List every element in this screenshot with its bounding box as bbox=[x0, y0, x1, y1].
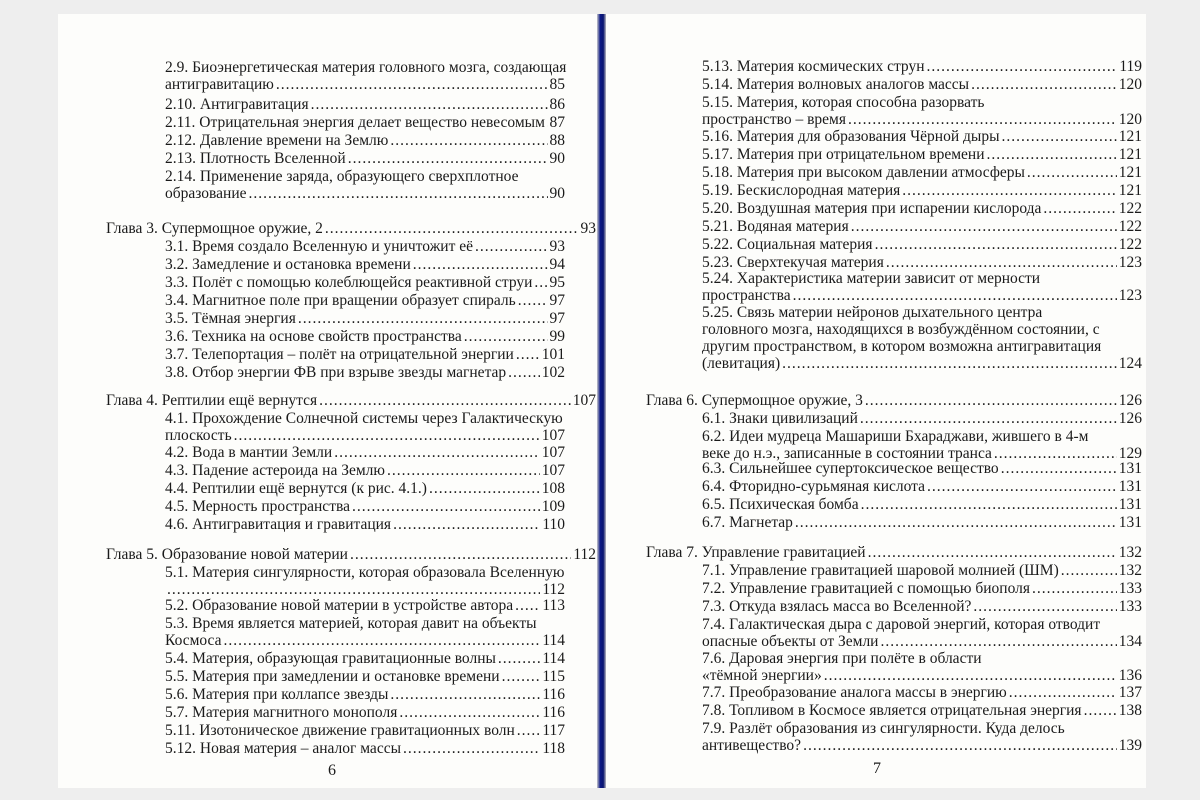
page-number-left: 6 bbox=[328, 762, 336, 779]
dot-leader bbox=[547, 114, 548, 131]
toc-entry bbox=[165, 150, 565, 167]
toc-page-number: 107 bbox=[541, 462, 565, 479]
dot-leader bbox=[475, 238, 548, 255]
dot-leader bbox=[403, 740, 540, 757]
toc-entry-title: 2.12. Давление времени на Землю bbox=[165, 132, 389, 149]
toc-entry bbox=[702, 200, 1142, 217]
dot-leader bbox=[880, 633, 1116, 650]
toc-entry bbox=[702, 478, 1142, 495]
toc-page-number: 93 bbox=[549, 238, 565, 255]
toc-entry bbox=[165, 96, 565, 113]
toc-entry bbox=[165, 722, 565, 739]
toc-page-number: 119 bbox=[1119, 58, 1142, 75]
toc-entry-title: (левитация) bbox=[702, 355, 781, 372]
toc-entry bbox=[165, 59, 565, 93]
toc-entry-title: 5.24. Характеристика материи зависит от мерности bbox=[702, 270, 1041, 287]
toc-page-number: 97 bbox=[549, 292, 565, 309]
toc-entry-title: 5.25. Связь материи нейронов дыхательного центра bbox=[702, 304, 1043, 321]
toc-page-number: 121 bbox=[1118, 164, 1142, 181]
dot-leader bbox=[393, 516, 540, 533]
dot-leader bbox=[334, 444, 540, 461]
toc-entry-title: 5.2. Образование новой материи в устройстве автора bbox=[165, 597, 514, 614]
toc-page-number: 90 bbox=[549, 185, 565, 202]
dot-leader bbox=[1084, 702, 1117, 719]
dot-leader bbox=[875, 236, 1117, 253]
toc-page-number: 95 bbox=[549, 274, 565, 291]
toc-page-number: 112 bbox=[542, 581, 565, 598]
toc-entry bbox=[702, 94, 1142, 128]
toc-entry-title: 7.9. Разлёт образования из сингулярности. Куда делось bbox=[702, 720, 1065, 737]
dot-leader bbox=[868, 544, 1117, 561]
dot-leader bbox=[534, 274, 547, 291]
toc-entry-title: образование bbox=[165, 185, 247, 202]
toc-page-number: 107 bbox=[541, 427, 565, 444]
toc-entry-title: 5.13. Материя космических струн bbox=[702, 58, 925, 75]
toc-page-number: 131 bbox=[1118, 460, 1142, 477]
toc-entry bbox=[165, 274, 565, 291]
toc-page-number: 133 bbox=[1118, 580, 1142, 597]
toc-entry bbox=[702, 270, 1142, 304]
toc-page-number: 117 bbox=[542, 722, 565, 739]
toc-entry bbox=[702, 580, 1142, 597]
toc-entry bbox=[702, 164, 1142, 181]
dot-leader bbox=[927, 58, 1118, 75]
toc-entry-title: пространства bbox=[702, 287, 791, 304]
toc-entry bbox=[165, 462, 565, 479]
dot-leader bbox=[803, 737, 1117, 754]
toc-entry-title: Глава 4. Рептилии ещё вернутся bbox=[106, 392, 318, 409]
dot-leader bbox=[793, 287, 1117, 304]
dot-leader bbox=[902, 182, 1117, 199]
toc-entry bbox=[702, 684, 1142, 701]
toc-entry-title: 4.6. Антигравитация и гравитация bbox=[165, 516, 392, 533]
dot-leader bbox=[350, 546, 571, 563]
toc-page-number: 114 bbox=[542, 632, 565, 649]
toc-entry-title: 3.8. Отбор энергии ФВ при взрыве звезды магнетар bbox=[165, 364, 507, 381]
toc-entry bbox=[702, 182, 1142, 199]
toc-entry bbox=[702, 650, 1142, 684]
dot-leader bbox=[851, 218, 1117, 235]
toc-entry-title: 4.4. Рептилии ещё вернутся (к рис. 4.1.) bbox=[165, 480, 427, 497]
toc-entry-title: 2.11. Отрицательная энергия делает вещество невесомым bbox=[165, 114, 545, 131]
toc-entry bbox=[106, 546, 596, 563]
toc-entry-title: 7.4. Галактическая дыра с даровой энергий, которая отводит bbox=[702, 616, 1101, 633]
toc-page-number: 114 bbox=[542, 650, 565, 667]
toc-page-number: 90 bbox=[549, 150, 565, 167]
toc-entry-title: 6.3. Сильнейшее супертоксическое вещество bbox=[702, 460, 999, 477]
toc-page-number: 133 bbox=[1118, 598, 1142, 615]
toc-entry bbox=[702, 562, 1142, 579]
dot-leader bbox=[860, 410, 1117, 427]
left-page bbox=[58, 14, 598, 788]
toc-entry-title: 5.7. Материя магнитного монополя bbox=[165, 704, 398, 721]
toc-entry-title: 3.3. Полёт с помощью колеблющейся реактивной струи bbox=[165, 274, 533, 291]
toc-page-number: 93 bbox=[580, 220, 596, 237]
toc-page-number: 110 bbox=[542, 516, 565, 533]
toc-entry bbox=[165, 444, 565, 461]
dot-leader bbox=[319, 392, 571, 409]
toc-page-number: 137 bbox=[1118, 684, 1142, 701]
toc-entry bbox=[702, 146, 1142, 163]
toc-page-number: 107 bbox=[572, 392, 596, 409]
dot-leader bbox=[464, 328, 548, 345]
toc-entry-title: Космоса bbox=[165, 632, 222, 649]
toc-entry-title: плоскость bbox=[165, 427, 232, 444]
toc-entry-title: 7.8. Топливом в Космосе является отрицательная энергия bbox=[702, 702, 1082, 719]
toc-page-number: 131 bbox=[1118, 496, 1142, 513]
dot-leader bbox=[498, 650, 540, 667]
toc-entry-title: 5.23. Сверхтекучая материя bbox=[702, 254, 884, 271]
toc-entry bbox=[165, 615, 565, 649]
toc-entry bbox=[165, 310, 565, 327]
toc-page-number: 109 bbox=[541, 498, 565, 515]
dot-leader bbox=[311, 96, 548, 113]
toc-page-number: 115 bbox=[542, 668, 565, 685]
toc-entry-title: 7.2. Управление гравитацией с помощью биополя bbox=[702, 580, 1030, 597]
toc-entry bbox=[702, 128, 1142, 145]
toc-page-number: 122 bbox=[1118, 200, 1142, 217]
dot-leader bbox=[390, 686, 540, 703]
toc-entry bbox=[165, 516, 565, 533]
dot-leader bbox=[1061, 562, 1117, 579]
toc-entry-title: 7.3. Откуда взялась масса во Вселенной? bbox=[702, 598, 972, 615]
toc-entry-title: 7.6. Даровая энергия при полёте в области bbox=[702, 650, 982, 667]
toc-entry bbox=[702, 460, 1142, 477]
toc-page-number: 94 bbox=[549, 256, 565, 273]
toc-page-number: 107 bbox=[541, 444, 565, 461]
toc-entry-title: 2.13. Плотность Вселенной bbox=[165, 150, 346, 167]
dot-leader bbox=[1043, 200, 1116, 217]
dot-leader bbox=[1027, 164, 1117, 181]
toc-page-number: 123 bbox=[1118, 254, 1142, 271]
toc-entry-title: головного мозга, находящихся в возбуждённом состоянии, с bbox=[702, 321, 1100, 338]
toc-entry-title: 2.9. Биоэнергетическая материя головного мозга, создающая bbox=[165, 59, 567, 76]
dot-leader bbox=[249, 185, 548, 202]
dot-leader bbox=[234, 427, 540, 444]
dot-leader bbox=[276, 76, 548, 93]
toc-entry bbox=[165, 686, 565, 703]
dot-leader bbox=[782, 355, 1117, 372]
toc-entry-title: 5.17. Материя при отрицательном времени bbox=[702, 146, 985, 163]
toc-entry bbox=[702, 254, 1142, 271]
toc-entry-title: антигравитацию bbox=[165, 76, 274, 93]
toc-page-number: 134 bbox=[1118, 633, 1142, 650]
toc-entry-title: 4.3. Падение астероида на Землю bbox=[165, 462, 385, 479]
toc-entry bbox=[165, 704, 565, 721]
dot-leader bbox=[927, 478, 1117, 495]
toc-page-number: 131 bbox=[1118, 478, 1142, 495]
toc-entry-title: 6.5. Психическая бомба bbox=[702, 496, 859, 513]
toc-page-number: 138 bbox=[1118, 702, 1142, 719]
toc-entry bbox=[702, 598, 1142, 615]
toc-entry-title: 5.3. Время является материей, которая давит на объекты bbox=[165, 615, 537, 632]
toc-entry-title: 5.16. Материя для образования Чёрной дыры bbox=[702, 128, 1000, 145]
toc-entry bbox=[702, 428, 1142, 462]
toc-entry-title: 7.1. Управление гравитацией шаровой молнией (ШМ) bbox=[702, 562, 1059, 579]
dot-leader bbox=[387, 462, 540, 479]
toc-page-number: 120 bbox=[1118, 111, 1142, 128]
toc-entry bbox=[702, 720, 1142, 754]
dot-leader bbox=[861, 496, 1117, 513]
toc-entry-title: 5.22. Социальная материя bbox=[702, 236, 873, 253]
toc-page-number: 102 bbox=[541, 364, 565, 381]
toc-entry-title: 6.2. Идеи мудреца Машариши Бхараджави, жившего в 4-м bbox=[702, 428, 1089, 445]
toc-page-number: 123 bbox=[1118, 287, 1142, 304]
toc-entry bbox=[165, 256, 565, 273]
toc-entry-title: 5.20. Воздушная материя при испарении кислорода bbox=[702, 200, 1042, 217]
toc-entry-title: 3.7. Телепортация – полёт на отрицательной энергии bbox=[165, 346, 514, 363]
toc-entry bbox=[702, 496, 1142, 513]
dot-leader bbox=[223, 632, 540, 649]
toc-entry bbox=[646, 392, 1142, 409]
toc-page-number: 132 bbox=[1118, 544, 1142, 561]
dot-leader bbox=[1032, 580, 1117, 597]
toc-entry bbox=[165, 480, 565, 497]
dot-leader bbox=[824, 667, 1117, 684]
book-spine bbox=[597, 14, 606, 788]
toc-entry bbox=[106, 220, 596, 237]
toc-entry-title: 5.5. Материя при замедлении и остановке времени bbox=[165, 668, 500, 685]
toc-page-number: 112 bbox=[573, 546, 596, 563]
dot-leader bbox=[1001, 128, 1116, 145]
dot-leader bbox=[848, 111, 1117, 128]
toc-entry bbox=[702, 304, 1142, 372]
toc-entry bbox=[702, 616, 1142, 650]
toc-entry bbox=[702, 76, 1142, 93]
toc-entry bbox=[106, 392, 596, 409]
toc-entry-title: 4.1. Прохождение Солнечной системы через Галактическую bbox=[165, 410, 563, 427]
toc-page-number: 129 bbox=[1118, 445, 1142, 462]
toc-entry bbox=[165, 346, 565, 363]
toc-entry bbox=[165, 668, 565, 685]
toc-page-number: 108 bbox=[541, 480, 565, 497]
toc-page-number: 126 bbox=[1118, 410, 1142, 427]
dot-leader bbox=[515, 597, 540, 614]
dot-leader bbox=[518, 292, 548, 309]
toc-page-number: 121 bbox=[1118, 182, 1142, 199]
table-of-contents-right bbox=[606, 14, 1146, 788]
toc-entry-title: 3.5. Тёмная энергия bbox=[165, 310, 296, 327]
toc-page-number: 116 bbox=[542, 686, 565, 703]
dot-leader bbox=[1009, 684, 1117, 701]
toc-entry-title: 5.14. Материя волновых аналогов массы bbox=[702, 76, 970, 93]
dot-leader bbox=[865, 392, 1117, 409]
toc-entry-title: 5.21. Водяная материя bbox=[702, 218, 849, 235]
toc-entry bbox=[165, 364, 565, 381]
toc-entry-title: 5.19. Бескислородная материя bbox=[702, 182, 901, 199]
toc-entry bbox=[165, 132, 565, 149]
toc-page-number: 99 bbox=[549, 328, 565, 345]
toc-entry bbox=[165, 564, 565, 598]
toc-entry bbox=[165, 410, 565, 444]
toc-entry bbox=[702, 702, 1142, 719]
toc-entry-title: 6.4. Фторидно-сурьмяная кислота bbox=[702, 478, 926, 495]
toc-page-number: 132 bbox=[1118, 562, 1142, 579]
toc-page-number: 126 bbox=[1118, 392, 1142, 409]
dot-leader bbox=[516, 346, 540, 363]
dot-leader bbox=[886, 254, 1117, 271]
toc-page-number: 88 bbox=[549, 132, 565, 149]
toc-entry-title: 3.1. Время создало Вселенную и уничтожит её bbox=[165, 238, 473, 255]
toc-entry bbox=[165, 597, 565, 614]
toc-entry-title: 3.4. Магнитное поле при вращении образует спираль bbox=[165, 292, 516, 309]
table-of-contents-left bbox=[58, 14, 598, 788]
toc-entry bbox=[702, 410, 1142, 427]
toc-page-number: 97 bbox=[549, 310, 565, 327]
toc-entry-title: 7.7. Преобразование аналога массы в энергию bbox=[702, 684, 1007, 701]
toc-page-number: 124 bbox=[1118, 355, 1142, 372]
toc-entry-title: 5.4. Материя, образующая гравитационные волны bbox=[165, 650, 496, 667]
dot-leader bbox=[429, 480, 540, 497]
toc-page-number: 113 bbox=[542, 597, 565, 614]
toc-entry-title: Глава 5. Образование новой материи bbox=[106, 546, 348, 563]
dot-leader bbox=[413, 256, 548, 273]
toc-entry-title: пространство – время bbox=[702, 111, 846, 128]
toc-page-number: 136 bbox=[1118, 667, 1142, 684]
toc-page-number: 118 bbox=[542, 740, 565, 757]
toc-page-number: 87 bbox=[549, 114, 565, 131]
toc-entry-title: опасные объекты от Земли bbox=[702, 633, 879, 650]
dot-leader bbox=[1001, 460, 1117, 477]
dot-leader bbox=[167, 581, 540, 598]
toc-entry-title: 5.6. Материя при коллапсе звезды bbox=[165, 686, 389, 703]
dot-leader bbox=[348, 150, 548, 167]
dot-leader bbox=[399, 704, 540, 721]
toc-entry bbox=[165, 498, 565, 515]
toc-entry bbox=[702, 218, 1142, 235]
toc-entry-title: 5.1. Материя сингулярности, которая образовала Вселенную bbox=[165, 564, 565, 581]
toc-entry-title: Глава 7. Управление гравитацией bbox=[646, 544, 866, 561]
dot-leader bbox=[502, 668, 541, 685]
dot-leader bbox=[352, 498, 540, 515]
dot-leader bbox=[987, 146, 1117, 163]
toc-page-number: 86 bbox=[549, 96, 565, 113]
toc-page-number: 85 bbox=[549, 76, 565, 93]
toc-entry bbox=[165, 114, 565, 131]
toc-page-number: 121 bbox=[1118, 128, 1142, 145]
right-page bbox=[606, 14, 1146, 788]
dot-leader bbox=[971, 76, 1117, 93]
toc-entry-title: 5.15. Материя, которая способна разорвать bbox=[702, 94, 985, 111]
toc-page-number: 116 bbox=[542, 704, 565, 721]
dot-leader bbox=[795, 514, 1117, 531]
toc-page-number: 122 bbox=[1118, 236, 1142, 253]
dot-leader bbox=[973, 598, 1116, 615]
toc-entry bbox=[165, 168, 565, 202]
toc-entry bbox=[702, 514, 1142, 531]
toc-entry bbox=[165, 292, 565, 309]
toc-entry-title: 6.7. Магнетар bbox=[702, 514, 793, 531]
toc-entry-title: 5.12. Новая материя – аналог массы bbox=[165, 740, 401, 757]
toc-entry bbox=[165, 740, 565, 757]
toc-entry-title: 3.6. Техника на основе свойств пространства bbox=[165, 328, 462, 345]
dot-leader bbox=[508, 364, 540, 381]
toc-entry-title: 2.10. Антигравитация bbox=[165, 96, 309, 113]
toc-entry bbox=[165, 328, 565, 345]
toc-entry-title: 3.2. Замедление и остановка времени bbox=[165, 256, 411, 273]
toc-entry-title: «тёмной энергии» bbox=[702, 667, 822, 684]
toc-entry-title: 2.14. Применение заряда, образующего сверхплотное bbox=[165, 168, 519, 185]
toc-entry bbox=[165, 650, 565, 667]
toc-entry-title: 5.18. Материя при высоком давлении атмосферы bbox=[702, 164, 1025, 181]
toc-entry-title: Глава 6. Супермощное оружие, 3 bbox=[646, 392, 863, 409]
toc-entry bbox=[702, 236, 1142, 253]
toc-entry-title: другим пространством, в котором возможна антигравитация bbox=[702, 338, 1102, 355]
toc-page-number: 122 bbox=[1118, 218, 1142, 235]
toc-page-number: 131 bbox=[1118, 514, 1142, 531]
dot-leader bbox=[325, 220, 579, 237]
toc-entry-title: 6.1. Знаки цивилизаций bbox=[702, 410, 858, 427]
toc-page-number: 121 bbox=[1118, 146, 1142, 163]
toc-entry-title: 4.5. Мерность пространства bbox=[165, 498, 350, 515]
toc-entry bbox=[165, 238, 565, 255]
toc-page-number: 120 bbox=[1118, 76, 1142, 93]
toc-page-number: 139 bbox=[1118, 737, 1142, 754]
toc-entry-title: 5.11. Изотоническое движение гравитационных волн bbox=[165, 722, 515, 739]
toc-page-number: 101 bbox=[541, 346, 565, 363]
toc-entry bbox=[646, 544, 1142, 561]
page-number-right: 7 bbox=[873, 760, 881, 777]
toc-entry-title: антивещество? bbox=[702, 737, 802, 754]
toc-entry-title: веке до н.э., записанные в состоянии транса bbox=[702, 445, 992, 462]
toc-entry bbox=[702, 58, 1142, 75]
toc-entry-title: Глава 3. Супермощное оружие, 2 bbox=[106, 220, 323, 237]
dot-leader bbox=[390, 132, 547, 149]
dot-leader bbox=[517, 722, 541, 739]
toc-entry-title: 4.2. Вода в мантии Земли bbox=[165, 444, 333, 461]
dot-leader bbox=[298, 310, 548, 327]
